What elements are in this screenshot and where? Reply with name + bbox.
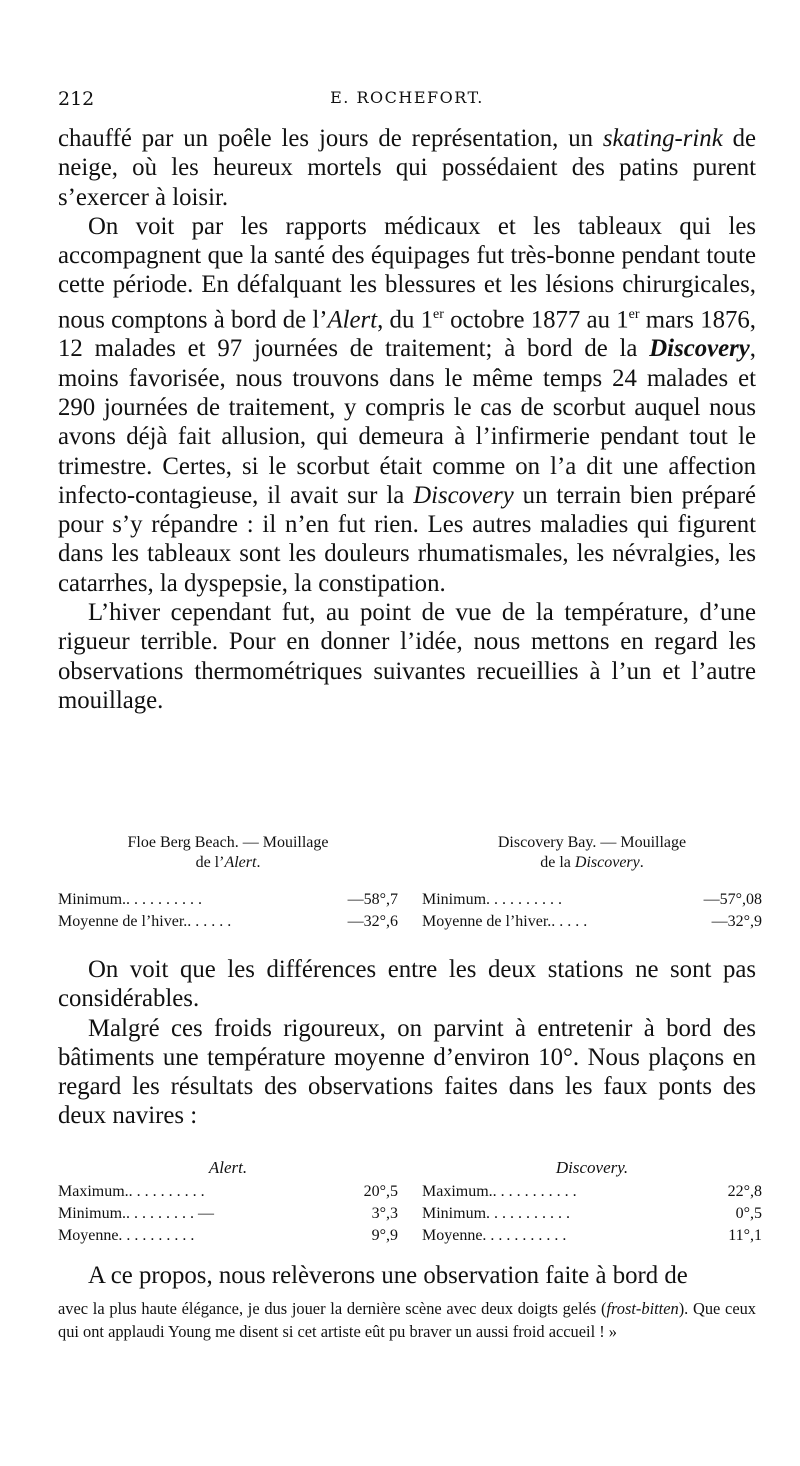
table1-right-caption: [422, 833, 762, 873]
ship-name: Discovery: [413, 481, 514, 509]
row-value: 11°,1: [728, 1227, 762, 1244]
table-row: [422, 889, 762, 911]
text-span: de l’: [195, 854, 225, 871]
closing-text: [58, 1261, 756, 1290]
table1-left-caption: [58, 833, 398, 873]
text-span: avec la plus haute élégance, je dus jouer la dernière scène avec deux doigts gelés (: [58, 1299, 607, 1318]
text-span: On voit par les rapports médicaux et les tableaux qui les accompagnent que la santé des équipages fut très-bonne pendant toute cette période. En défalquant les blessures et les lésions chirurgicales, nous comptons à bord de l’: [58, 212, 756, 334]
text-span: , moins favorisée, nous trouvons dans le même temps 24 malades et 290 journées de traitement, y compris le cas de scorbut auquel nous avons déjà fait allusion, qui demeura à l’infirmerie pendant tout le trimestre. Certes, si le scorbut était comme on l’a dit une affection infecto-contagieuse, il avait sur la: [58, 335, 756, 509]
table2-right-column: [422, 1157, 762, 1247]
text-span: octobre 1877 au 1: [443, 306, 629, 334]
ship-name: Alert: [327, 306, 378, 334]
text-span: , du 1: [377, 306, 433, 334]
paragraph-2: [58, 212, 756, 598]
superscript: er: [628, 306, 640, 322]
middle-text: [58, 955, 756, 1131]
paragraph-3: L’hiver cependant fut, au point de vue de la température, d’une rigueur terrible. Pour en donner l’idée, nous mettons en regard les observations thermométriques suivantes recueillies à l’un et l’autre mouillage.: [58, 599, 756, 714]
running-title: E. ROCHEFORT.: [330, 88, 484, 107]
superscript: er: [433, 306, 444, 322]
row-value: 22°,8: [727, 1183, 762, 1200]
table-row: [422, 1225, 762, 1247]
table-row: [58, 889, 398, 911]
caption-line: [422, 853, 762, 873]
text-span: .: [256, 854, 261, 871]
paragraph-5: Malgré ces froids rigoureux, on parvint à entretenir à bord des bâtiments une température moyenne d’environ 10°. Nous plaçons en regard les résultats des observations faites dans les faux ponts des deux navires :: [58, 1014, 756, 1130]
footnote-text: [58, 1298, 756, 1343]
table-row: [58, 1203, 398, 1225]
table1-left-column: [58, 833, 398, 933]
row-value: —32°,6: [347, 913, 398, 930]
row-value: 3°,3: [371, 1205, 398, 1222]
text-span: de neige, où les heureux mortels qui possédaient des patins purent s’exercer à loisir.: [58, 125, 756, 211]
italic-term: frost-bitten: [606, 1299, 679, 1318]
paragraph-1: [58, 124, 756, 212]
running-header: [58, 88, 756, 114]
ship-name: Alert: [224, 854, 257, 871]
table-row: [58, 911, 398, 933]
table-row: [58, 1181, 398, 1203]
row-label: Moyenne de l’hiver.. . . . .: [422, 913, 588, 930]
table-row: [422, 911, 762, 933]
row-value: —32°,9: [711, 913, 762, 930]
text-span: .: [639, 854, 644, 871]
row-label: Moyenne de l’hiver.. . . . . .: [58, 913, 232, 930]
paragraph-6: A ce propos, nous relèverons une observation faite à bord de: [88, 1262, 688, 1289]
table-row: [58, 1225, 398, 1247]
row-value: —57°,08: [703, 891, 762, 908]
row-label: Moyenne. . . . . . . . . .: [58, 1227, 195, 1244]
row-label: Minimum.. . . . . . . . . .: [58, 891, 203, 908]
italic-term: skating-rink: [602, 125, 723, 152]
row-label: Minimum. . . . . . . . . .: [422, 891, 563, 908]
text-span: chauffé par un poêle les jours de représentation, un: [58, 125, 603, 152]
text-span: mars 1876, 12 malades et 97 journées de traitement; à bord de la: [58, 306, 756, 363]
row-label: Minimum. . . . . . . . . . .: [422, 1205, 571, 1222]
text-span: un terrain bien préparé pour s’y répandre : il n’en fut rien. Les autres maladies qui figurent dans les tableaux sont les douleurs rhumatismales, les névralgies, les catarrhes, la dyspepsie, la constipation.: [58, 481, 756, 597]
text-span: de la: [540, 854, 575, 871]
ship-name: Discovery: [574, 854, 640, 871]
caption-line: Floe Berg Beach. — Mouillage: [127, 834, 329, 851]
ship-name: Discovery: [649, 335, 750, 363]
caption-line: [58, 853, 398, 873]
row-label: Minimum.. . . . . . . . . —: [58, 1205, 215, 1222]
row-label: Maximum.. . . . . . . . . .: [58, 1183, 205, 1200]
row-value: 0°,5: [735, 1205, 762, 1222]
page-number: 212: [58, 88, 95, 110]
table-row: [422, 1181, 762, 1203]
row-value: —58°,7: [347, 891, 398, 908]
footnote: [58, 1298, 756, 1343]
text-span: ). Que ceux qui ont applaudi Young me disent si cet artiste eût pu braver un aussi froid accueil ! »: [58, 1299, 757, 1341]
row-value: 20°,5: [363, 1183, 398, 1200]
table2-right-caption: Discovery.: [555, 1158, 629, 1177]
table1-right-column: [422, 833, 762, 933]
caption-line: Discovery Bay. — Mouillage: [497, 834, 687, 851]
table2-left-caption: Alert.: [208, 1158, 248, 1177]
row-label: Moyenne. . . . . . . . . . .: [422, 1227, 567, 1244]
main-text: [58, 124, 756, 715]
row-label: Maximum.. . . . . . . . . . .: [422, 1183, 577, 1200]
row-value: 9°,9: [371, 1227, 398, 1244]
table-row: [422, 1203, 762, 1225]
paragraph-4: On voit que les différences entre les deux stations ne sont pas considérables.: [58, 956, 756, 1013]
table2-left-column: [58, 1157, 398, 1247]
